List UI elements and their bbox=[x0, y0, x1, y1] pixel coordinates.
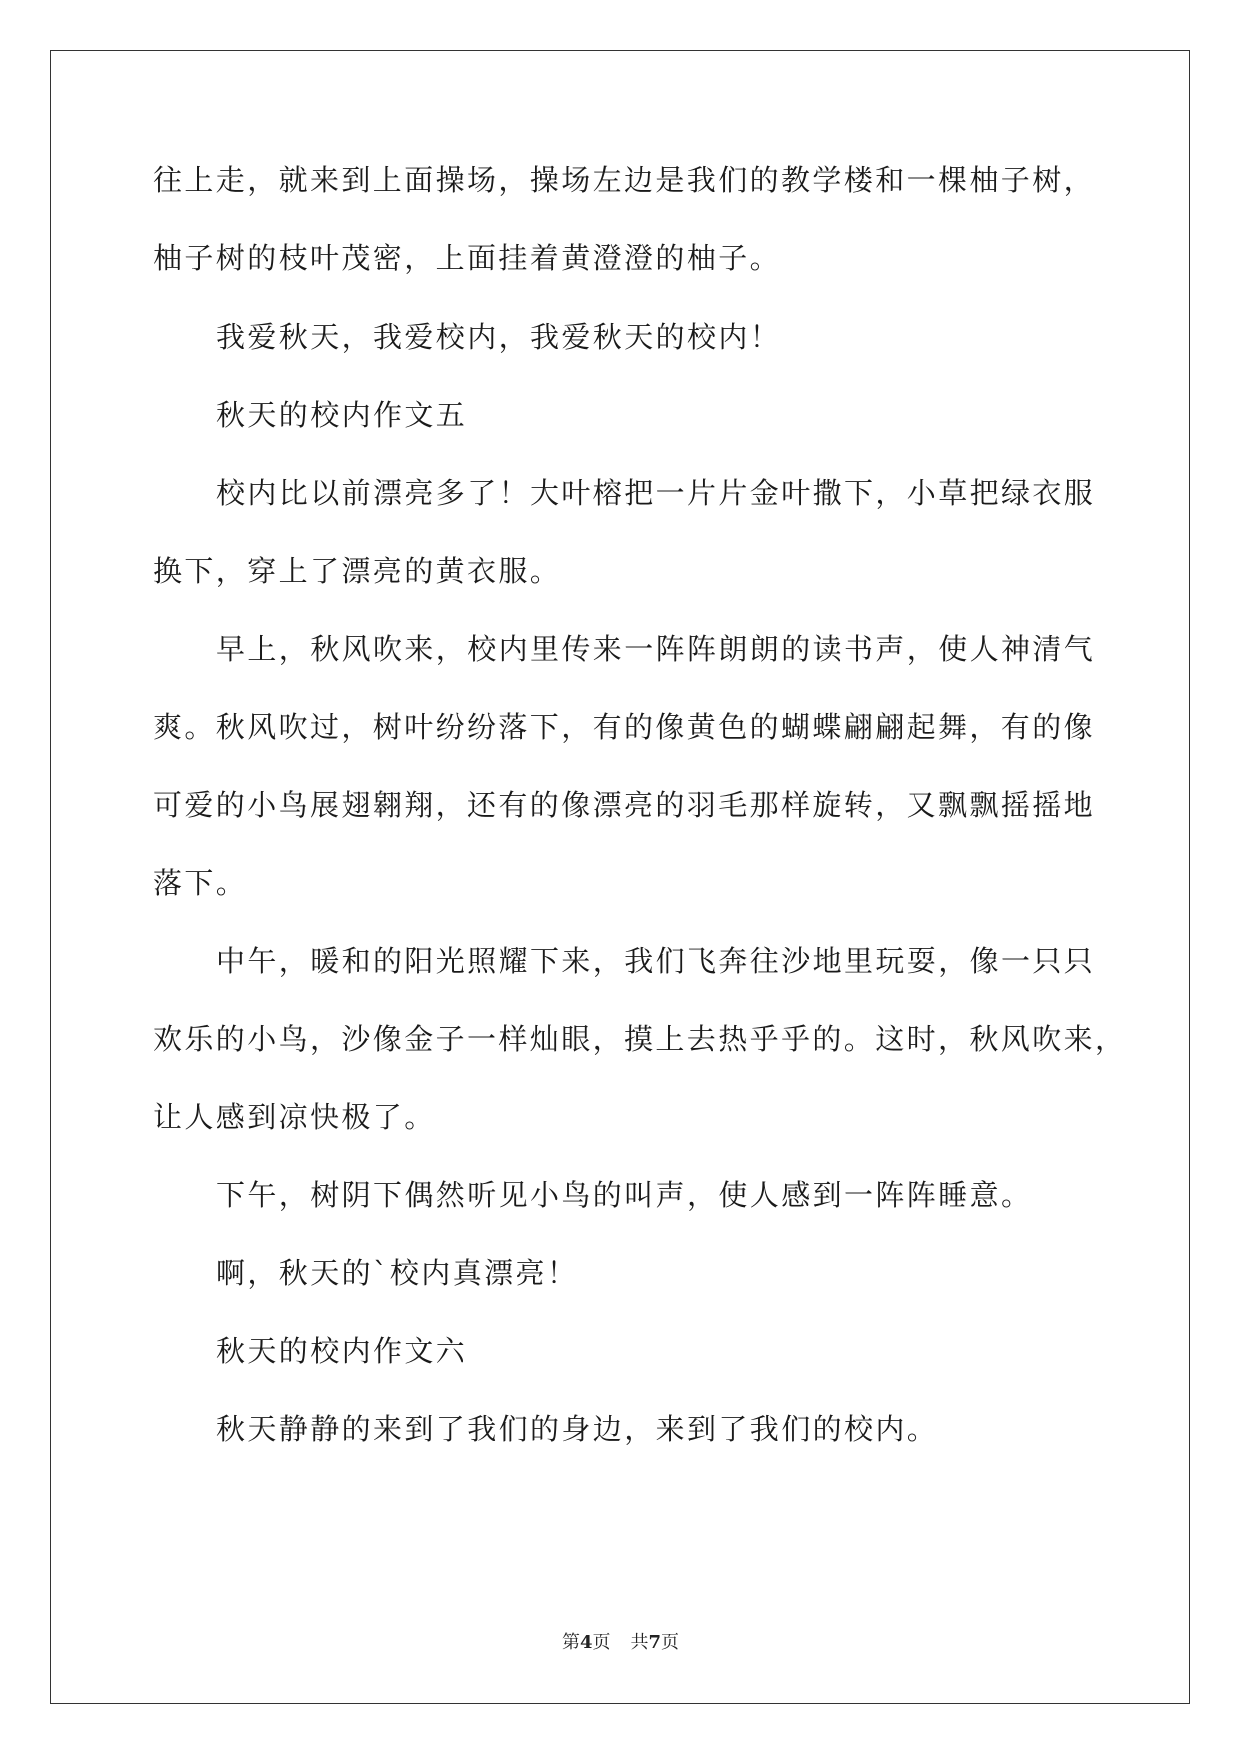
footer-total-suffix: 页 bbox=[661, 1632, 680, 1653]
section-heading: 秋天的校内作文五 bbox=[216, 398, 468, 432]
text-line: 欢乐的小鸟，沙像金子一样灿眼，摸上去热乎乎的。这时，秋风吹来， bbox=[153, 1022, 1127, 1056]
text-line: 爽。秋风吹过，树叶纷纷落下，有的像黄色的蝴蝶翩翩起舞，有的像 bbox=[153, 710, 1096, 744]
text-line: 柚子树的枝叶茂密，上面挂着黄澄澄的柚子。 bbox=[153, 241, 782, 275]
section-heading: 秋天的校内作文六 bbox=[216, 1334, 468, 1368]
text-line: 啊，秋天的`校内真漂亮！ bbox=[216, 1256, 579, 1290]
text-line: 下午，树阴下偶然听见小鸟的叫声，使人感到一阵阵睡意。 bbox=[216, 1178, 1033, 1212]
text-line: 中午，暖和的阳光照耀下来，我们飞奔往沙地里玩耍，像一只只 bbox=[216, 944, 1096, 978]
text-line: 往上走，就来到上面操场，操场左边是我们的教学楼和一棵柚子树， bbox=[153, 163, 1096, 197]
text-line: 换下，穿上了漂亮的黄衣服。 bbox=[153, 554, 562, 588]
text-line: 秋天静静的来到了我们的身边，来到了我们的校内。 bbox=[216, 1412, 939, 1446]
page-footer bbox=[0, 1628, 1241, 1654]
footer-prefix: 第 bbox=[561, 1632, 580, 1653]
text-line: 让人感到凉快极了。 bbox=[153, 1100, 436, 1134]
page-number: 4 bbox=[579, 1632, 593, 1653]
total-pages: 7 bbox=[648, 1632, 662, 1653]
text-line: 可爱的小鸟展翅翱翔，还有的像漂亮的羽毛那样旋转，又飘飘摇摇地 bbox=[153, 788, 1096, 822]
text-line: 落下。 bbox=[153, 866, 248, 900]
footer-page-suffix: 页 bbox=[592, 1632, 611, 1653]
text-line: 我爱秋天，我爱校内，我爱秋天的校内！ bbox=[216, 320, 782, 354]
footer-total-prefix: 共 bbox=[630, 1632, 649, 1653]
text-line: 校内比以前漂亮多了！大叶榕把一片片金叶撒下，小草把绿衣服 bbox=[216, 476, 1096, 510]
text-line: 早上，秋风吹来，校内里传来一阵阵朗朗的读书声，使人神清气 bbox=[216, 632, 1096, 666]
